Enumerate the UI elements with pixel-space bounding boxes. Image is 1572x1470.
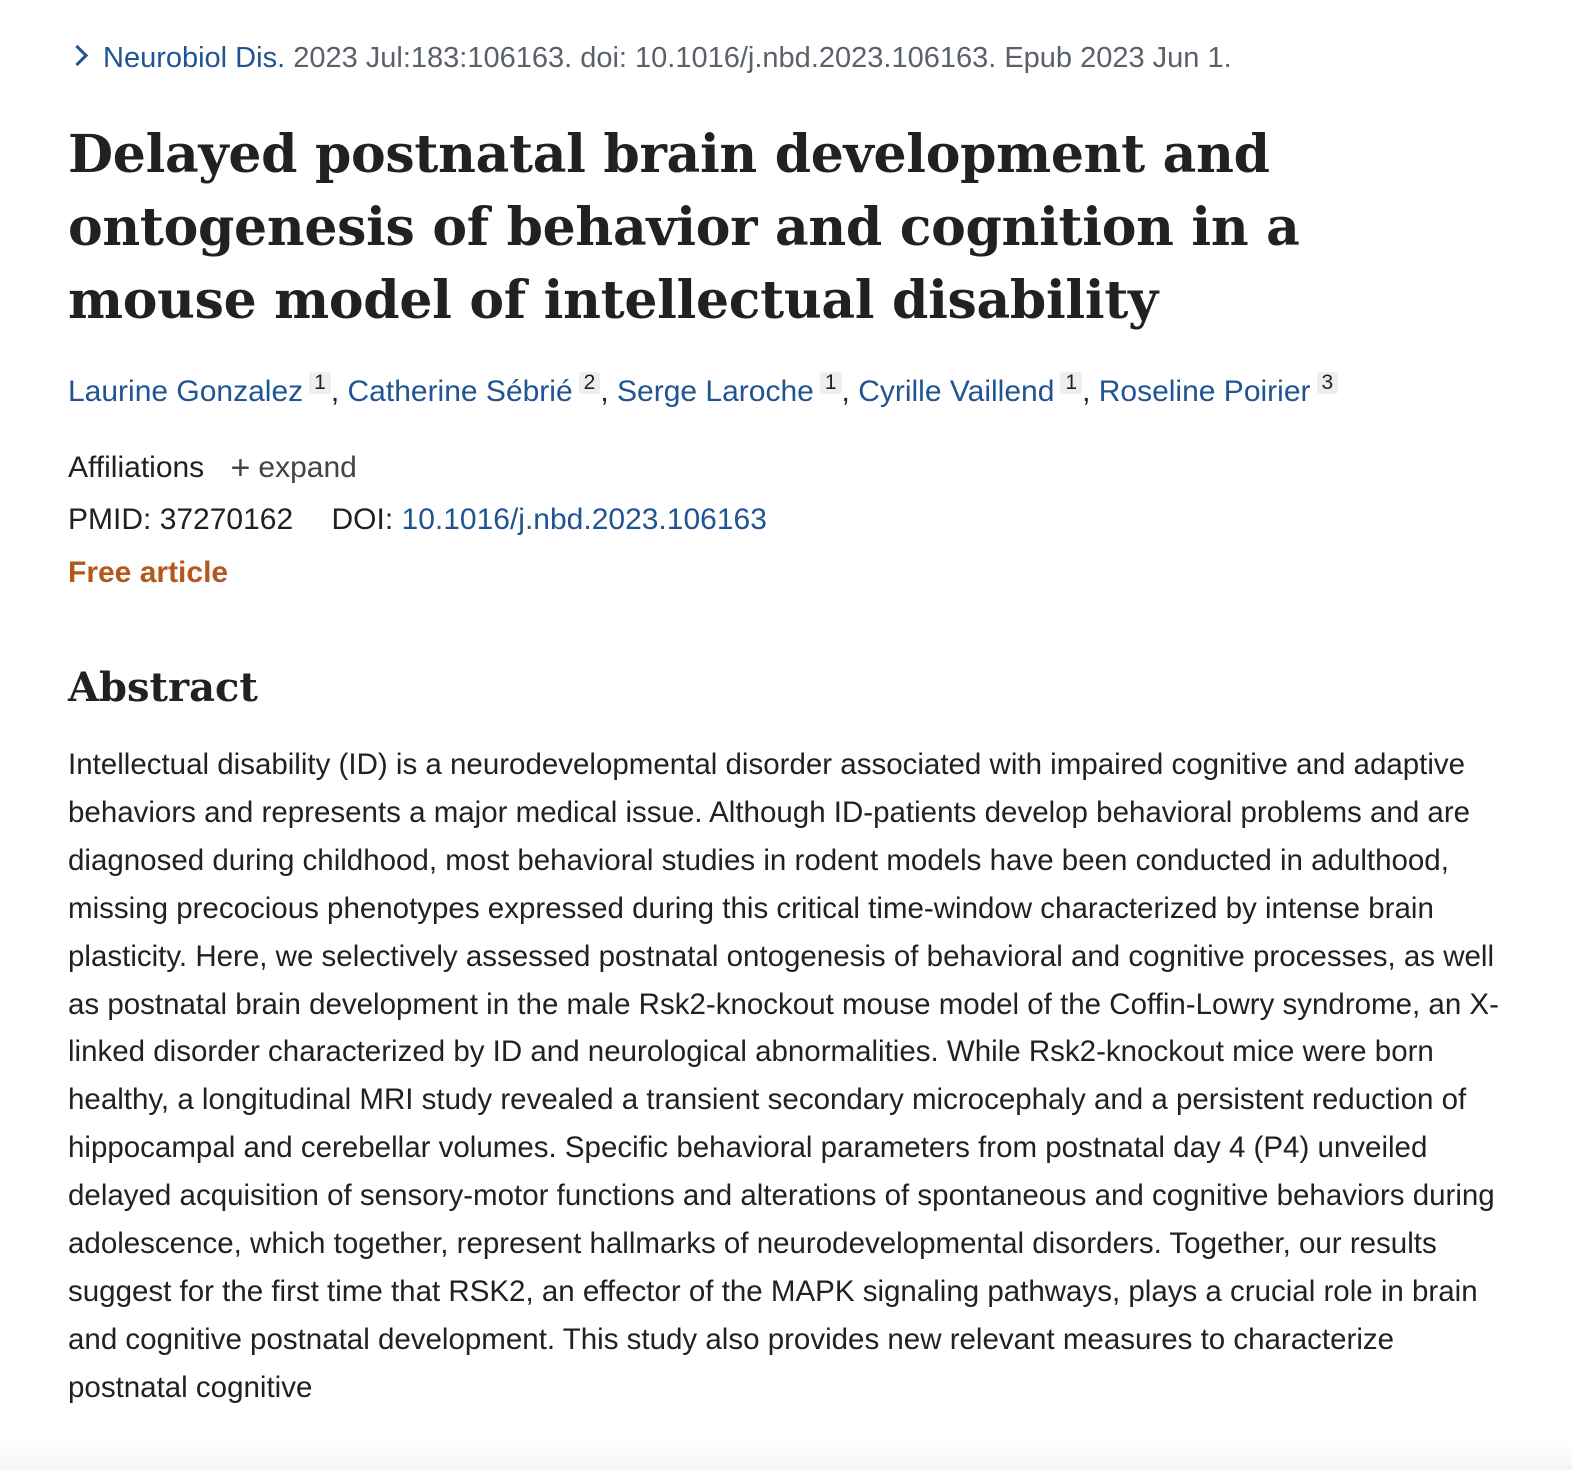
citation-details: 2023 Jul:183:106163. doi: 10.1016/j.nbd.2023.106163. Epub 2023 Jun 1. [293, 42, 1232, 74]
identifiers-row [68, 500, 767, 540]
author-link[interactable]: Cyrille Vaillend [858, 375, 1055, 408]
abstract-text: Intellectual disability (ID) is a neurodevelopmental disorder associated with impaired cognitive and adaptive behaviors and represents a major medical issue. Although ID-patients develop behavioral problems and are diagnosed during childhood, most behavioral studies in rodent models have been conducted in adulthood, missing precocious phenotypes expressed during this critical time-window characterized by intense brain plasticity. Here, we selectively assessed postnatal ontogenesis of behavioral and cognitive processes, as well as postnatal brain development in the male Rsk2-knockout mouse model of the Coffin-Lowry syndrome, an X-linked disorder characterized by ID and neurological abnormalities. While Rsk2-knockout mice were born healthy, a longitudinal MRI study revealed a transient secondary microcephaly and a persistent reduction of hippocampal and cerebellar volumes. Specific behavioral parameters from postnatal day 4 (P4) unveiled delayed acquisition of sensory-motor functions and alterations of spontaneous and cognitive behaviors during adolescence, which together, represent hallmarks of neurodevelopmental disorders. Together, our results suggest for the first time that RSK2, an effector of the MAPK signaling pathways, plays a crucial role in brain and cognitive postnatal development. This study also provides new relevant measures to characterize postnatal cognitive [68, 748, 1499, 1404]
pmid-label: PMID: [68, 503, 152, 536]
plus-icon: + [230, 449, 251, 487]
free-article-badge: Free article [68, 556, 229, 589]
pmid-value: 37270162 [159, 503, 294, 536]
author-list: Laurine Gonzalez 1 , Catherine Sébrié 2 , Serge Laroche 1 , Cyrille Vaillend 1 , Roseline Poirier 3 [68, 370, 1338, 414]
article-title: Delayed postnatal brain development and ontogenesis of behavior and cognition in a mouse model of intellectual disability [68, 124, 1300, 331]
affiliation-ref[interactable]: 1 [309, 372, 331, 394]
author-link[interactable]: Roseline Poirier [1098, 375, 1311, 408]
expand-label: expand [258, 451, 357, 484]
doi-link[interactable]: 10.1016/j.nbd.2023.106163 [401, 503, 767, 536]
affiliations-expand-button[interactable] [230, 449, 357, 487]
affiliation-ref[interactable]: 3 [1317, 372, 1339, 394]
author-link[interactable]: Catherine Sébrié [347, 375, 573, 408]
chevron-right-icon[interactable] [67, 45, 88, 66]
doi-label: DOI: [331, 503, 394, 536]
abstract-heading: Abstract [68, 664, 258, 711]
affiliation-ref[interactable]: 2 [579, 372, 601, 394]
affiliations-row [68, 446, 357, 488]
citation-line [68, 38, 1232, 78]
affiliation-ref[interactable]: 1 [820, 372, 842, 394]
affiliations-label: Affiliations [68, 451, 205, 484]
bottom-fade [0, 1440, 1572, 1470]
author-link[interactable]: Serge Laroche [617, 375, 814, 408]
journal-link[interactable]: Neurobiol Dis. [103, 42, 286, 74]
author-link[interactable]: Laurine Gonzalez [68, 375, 304, 408]
affiliation-ref[interactable]: 1 [1060, 372, 1082, 394]
